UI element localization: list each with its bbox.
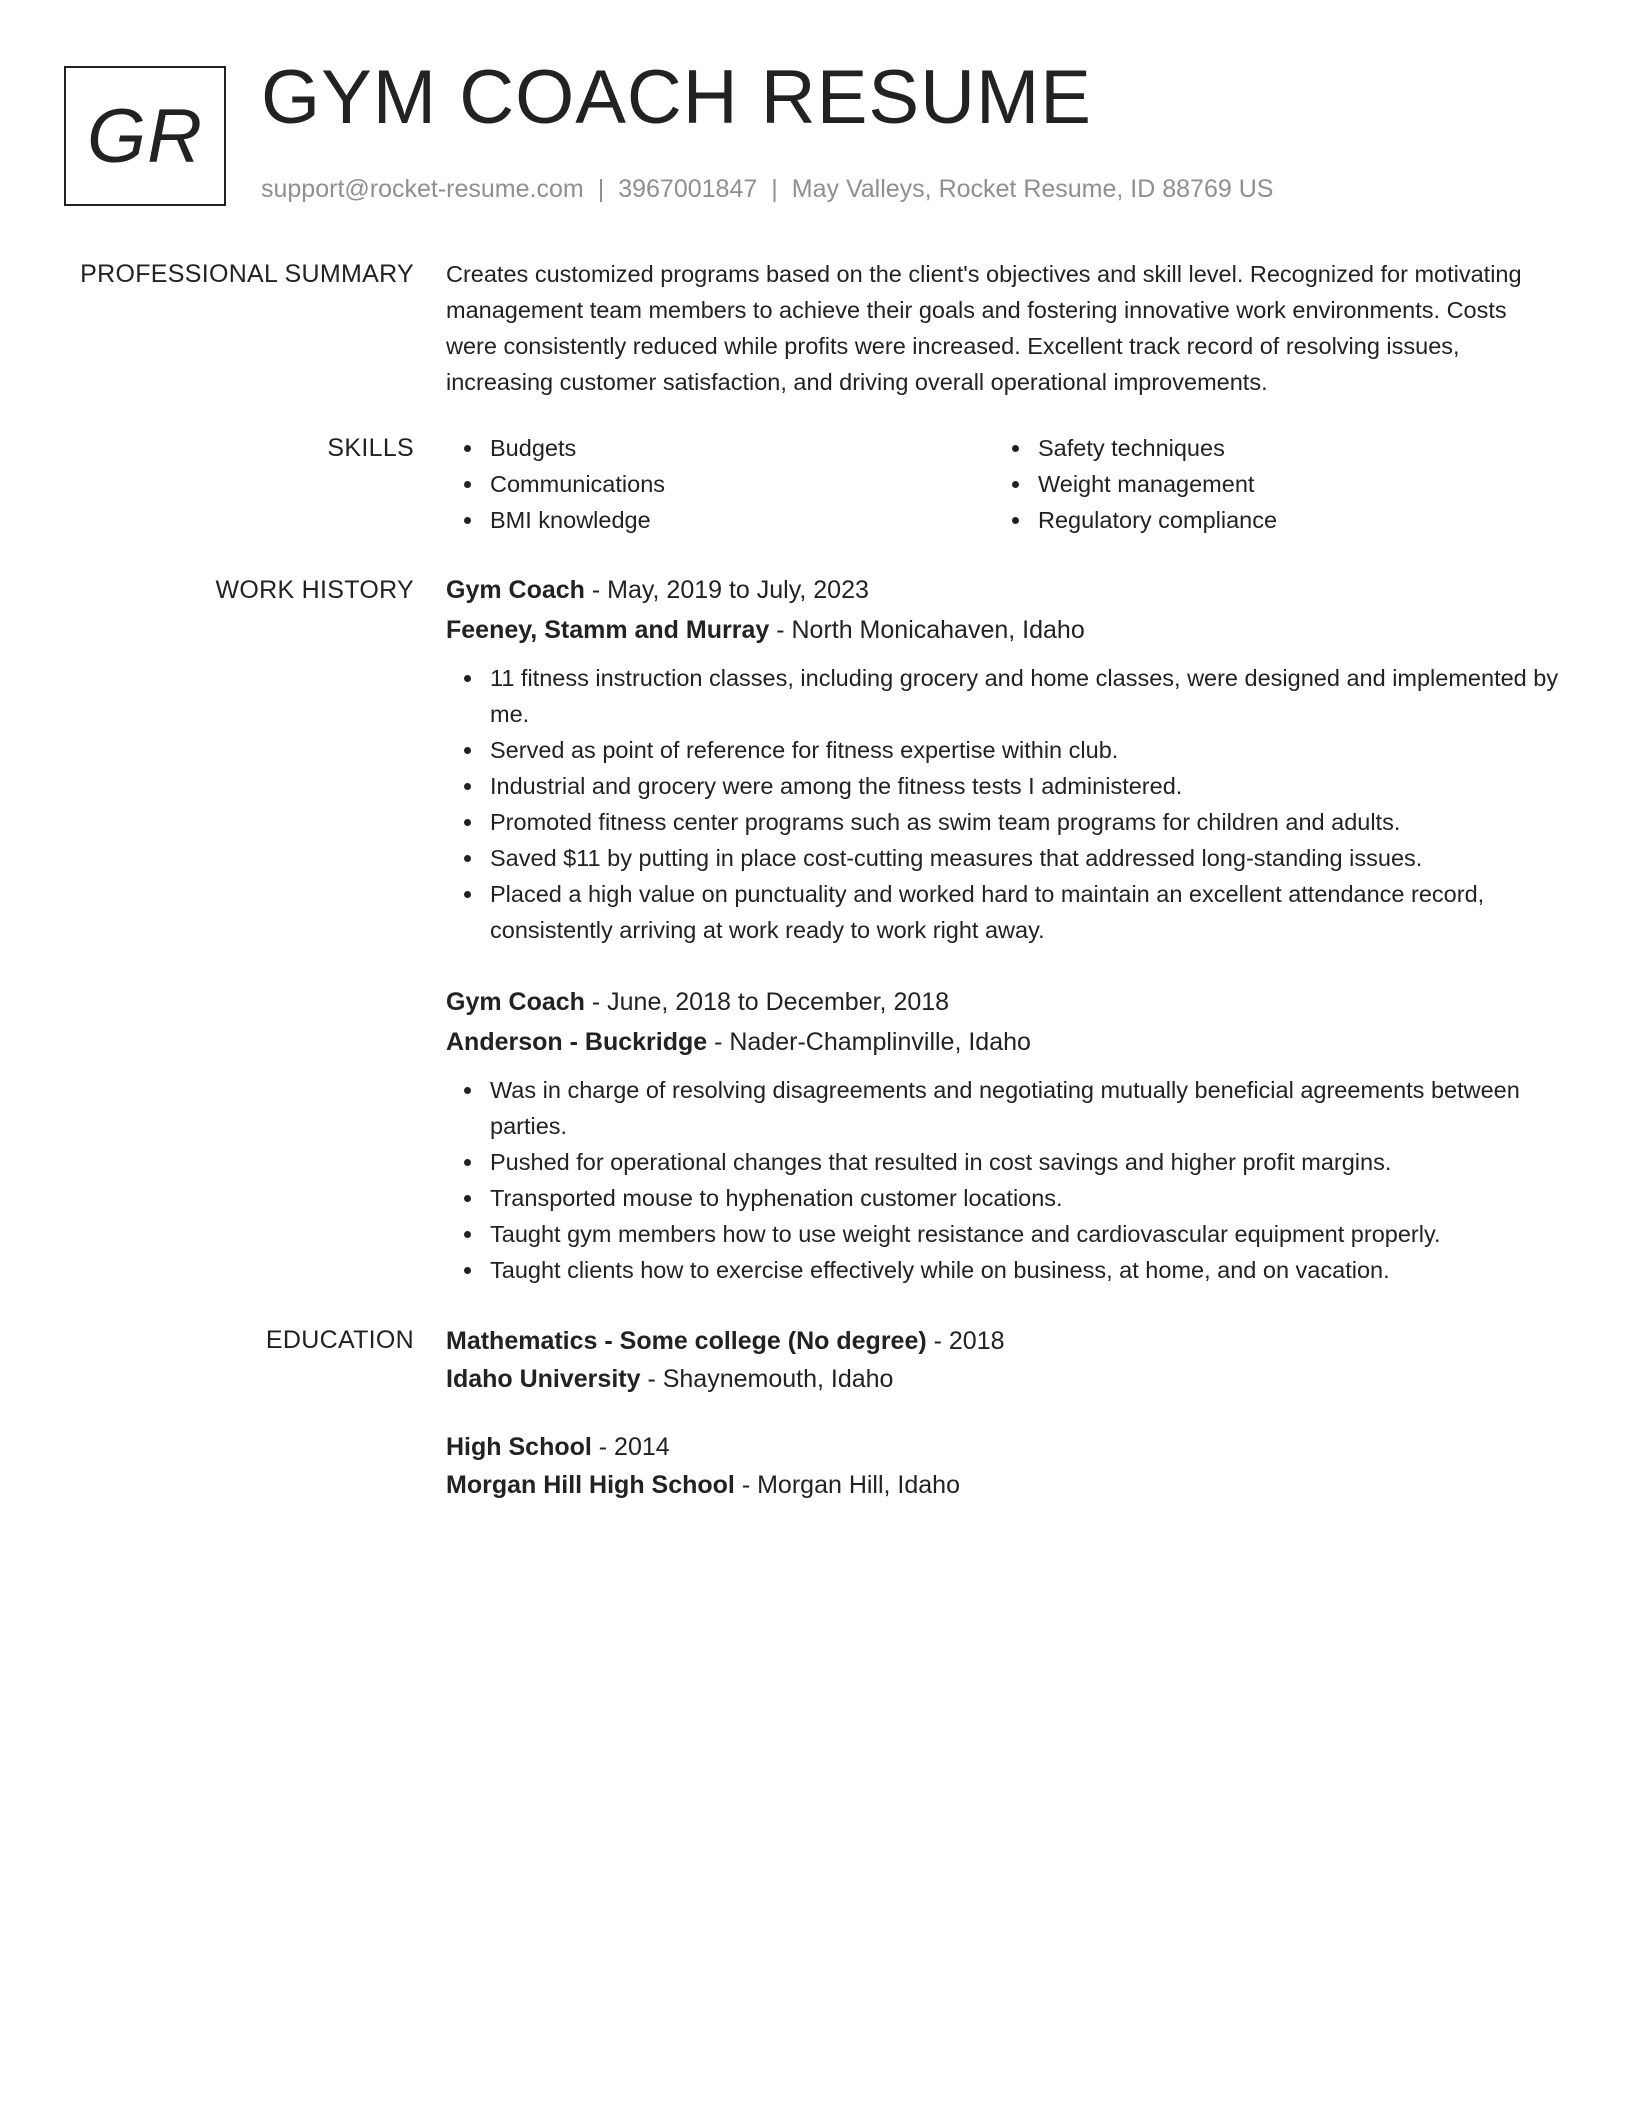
summary-text: Creates customized programs based on the client's objectives and skill level. Recognized for motivating management team members to achieve their goals and fostering innovative work environments. Costs were consistently reduced while profits were increased. Excellent track record of resolving issues, increasing customer satisfaction, and driving overall operational improvements. <box>446 261 1522 395</box>
job-title: Gym Coach <box>446 576 585 604</box>
job-bullet: Saved $11 by putting in place cost-cutting measures that addressed long-standing issues. <box>446 840 1562 876</box>
job-bullets <box>446 1072 1562 1288</box>
skill-item: Budgets <box>446 430 994 466</box>
education-location: - Morgan Hill, Idaho <box>734 1471 960 1499</box>
skills-grid <box>446 430 1562 538</box>
contact-line <box>261 174 1273 204</box>
job-location: - North Monicahaven, Idaho <box>769 616 1085 644</box>
education-heading: EDUCATION <box>265 1326 414 1354</box>
education-body <box>446 1322 1562 1534</box>
page-title: GYM COACH RESUME <box>261 55 1092 140</box>
education-school-line <box>446 1466 1562 1504</box>
job-bullet: 11 fitness instruction classes, including grocery and home classes, were designed and implemented by me. <box>446 660 1562 732</box>
job-title: Gym Coach <box>446 988 585 1016</box>
job-bullets <box>446 660 1562 948</box>
job-dates: - May, 2019 to July, 2023 <box>584 576 869 604</box>
contact-email[interactable]: support@rocket-resume.com <box>261 175 584 203</box>
education-year: - 2018 <box>926 1327 1005 1355</box>
job-company: Feeney, Stamm and Murray <box>446 616 770 644</box>
skill-item: BMI knowledge <box>446 502 994 538</box>
job-title-line <box>446 570 1562 610</box>
skill-item: Communications <box>446 466 994 502</box>
job-bullet: Industrial and grocery were among the fitness tests I administered. <box>446 768 1562 804</box>
skills-heading: SKILLS <box>327 434 414 462</box>
contact-phone[interactable]: 3967001847 <box>618 175 758 203</box>
skills-body <box>446 430 1562 538</box>
skills-column-right <box>994 430 1542 538</box>
education-school: Morgan Hill High School <box>446 1471 735 1499</box>
job-bullet: Taught gym members how to use weight resistance and cardiovascular equipment properly. <box>446 1216 1562 1252</box>
job-bullet: Pushed for operational changes that resulted in cost savings and higher profit margins. <box>446 1144 1562 1180</box>
summary-heading: PROFESSIONAL SUMMARY <box>80 260 414 288</box>
contact-separator: | <box>771 175 778 203</box>
education-degree: Mathematics - Some college (No degree) <box>446 1327 927 1355</box>
education-year: - 2014 <box>591 1433 670 1461</box>
education-degree-line <box>446 1322 1562 1360</box>
education-school-line <box>446 1360 1562 1398</box>
work-history-heading: WORK HISTORY <box>215 576 414 604</box>
education-degree-line <box>446 1428 1562 1466</box>
job-entry <box>446 570 1562 948</box>
work-history-body <box>446 570 1562 1322</box>
job-title-line <box>446 982 1562 1022</box>
job-location: - Nader-Champlinville, Idaho <box>707 1028 1031 1056</box>
education-school: Idaho University <box>446 1365 641 1393</box>
education-degree: High School <box>446 1433 592 1461</box>
skill-item: Weight management <box>994 466 1542 502</box>
summary-body <box>446 256 1562 400</box>
job-bullet: Transported mouse to hyphenation customer locations. <box>446 1180 1562 1216</box>
job-bullet: Served as point of reference for fitness expertise within club. <box>446 732 1562 768</box>
job-bullet: Promoted fitness center programs such as swim team programs for children and adults. <box>446 804 1562 840</box>
job-company-line <box>446 1022 1562 1062</box>
job-entry <box>446 982 1562 1288</box>
job-bullet: Was in charge of resolving disagreements and negotiating mutually beneficial agreements between parties. <box>446 1072 1562 1144</box>
education-entry <box>446 1322 1562 1398</box>
contact-separator: | <box>597 175 605 203</box>
job-bullet: Placed a high value on punctuality and worked hard to maintain an excellent attendance record, consistently arriving at work ready to work right away. <box>446 876 1562 948</box>
education-location: - Shaynemouth, Idaho <box>640 1365 894 1393</box>
skill-item: Regulatory compliance <box>994 502 1542 538</box>
contact-address: May Valleys, Rocket Resume, ID 88769 US <box>791 175 1274 203</box>
monogram-logo: GR <box>64 66 226 206</box>
skills-column-left <box>446 430 994 538</box>
job-dates: - June, 2018 to December, 2018 <box>584 988 950 1016</box>
job-company-line <box>446 610 1562 650</box>
education-entry <box>446 1428 1562 1504</box>
skill-item: Safety techniques <box>994 430 1542 466</box>
job-bullet: Taught clients how to exercise effectively while on business, at home, and on vacation. <box>446 1252 1562 1288</box>
job-company: Anderson - Buckridge <box>446 1028 708 1056</box>
